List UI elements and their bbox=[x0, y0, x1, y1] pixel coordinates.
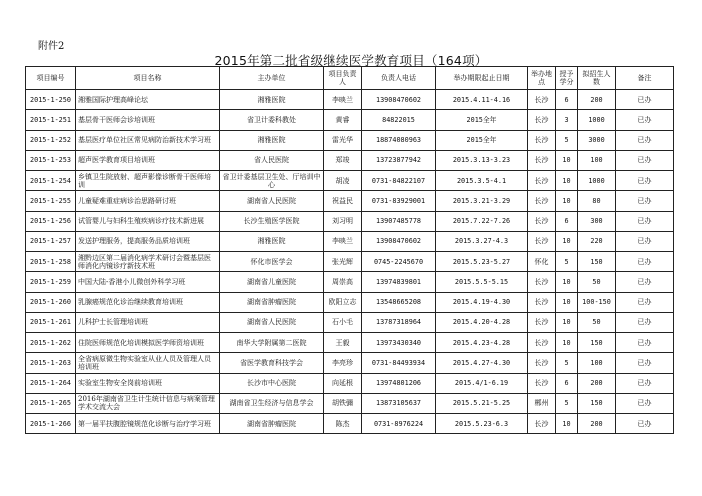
header-project-name: 项目名称 bbox=[76, 67, 220, 90]
cell-remarks: 已办 bbox=[616, 353, 674, 373]
cell-location: 怀化 bbox=[528, 252, 556, 272]
cell-date-range: 2015.4.27-4.30 bbox=[436, 353, 528, 373]
cell-location: 长沙 bbox=[528, 312, 556, 332]
cell-date-range: 2015.5.5-5.15 bbox=[436, 272, 528, 292]
cell-credits: 10 bbox=[556, 414, 578, 434]
document-title: 2015年第二批省级继续医学教育项目（164项） bbox=[214, 53, 488, 68]
table-row bbox=[26, 373, 674, 393]
cell-project-name: 儿童疑难重症病诊治思路研讨班 bbox=[76, 191, 220, 211]
cell-organizer: 湖南省人民医院 bbox=[220, 312, 324, 332]
cell-organizer: 湖南省儿童医院 bbox=[220, 272, 324, 292]
cell-date-range: 2015.3.5-4.1 bbox=[436, 171, 528, 191]
cell-project-name: 超声医学教育项目培训班 bbox=[76, 150, 220, 170]
cell-project-code: 2015-1-260 bbox=[26, 292, 76, 312]
cell-credits: 10 bbox=[556, 292, 578, 312]
cell-phone: 84822015 bbox=[362, 110, 436, 130]
cell-remarks: 已办 bbox=[616, 393, 674, 413]
cell-project-name: 乳腺癌规范化诊治继续教育培训班 bbox=[76, 292, 220, 312]
cell-credits: 10 bbox=[556, 272, 578, 292]
cell-date-range: 2015.7.22-7.26 bbox=[436, 211, 528, 231]
cell-person-in-charge: 黄睿 bbox=[324, 110, 362, 130]
header-remarks: 备注 bbox=[616, 67, 674, 90]
cell-project-code: 2015-1-265 bbox=[26, 393, 76, 413]
cell-enrollment: 200 bbox=[578, 90, 616, 110]
cell-credits: 10 bbox=[556, 312, 578, 332]
cell-remarks: 已办 bbox=[616, 333, 674, 353]
cell-person-in-charge: 欧阳立志 bbox=[324, 292, 362, 312]
cell-phone: 0745-2245670 bbox=[362, 252, 436, 272]
cell-enrollment: 200 bbox=[578, 373, 616, 393]
cell-person-in-charge: 陈杰 bbox=[324, 414, 362, 434]
cell-phone: 13974801206 bbox=[362, 373, 436, 393]
cell-phone: 18874080963 bbox=[362, 130, 436, 150]
cell-credits: 3 bbox=[556, 110, 578, 130]
cell-organizer: 长沙市中心医院 bbox=[220, 373, 324, 393]
cell-remarks: 已办 bbox=[616, 414, 674, 434]
cell-project-name: 湘黔边区第二届消化病学术研讨会暨基层医师消化内镜诊疗新技术班 bbox=[76, 252, 220, 272]
cell-location: 长沙 bbox=[528, 90, 556, 110]
cell-phone: 13873105637 bbox=[362, 393, 436, 413]
cell-credits: 10 bbox=[556, 191, 578, 211]
cell-location: 长沙 bbox=[528, 171, 556, 191]
cell-person-in-charge: 刘习明 bbox=[324, 211, 362, 231]
cell-phone: 13974839801 bbox=[362, 272, 436, 292]
cell-project-code: 2015-1-255 bbox=[26, 191, 76, 211]
cell-remarks: 已办 bbox=[616, 231, 674, 251]
cell-project-name: 全省病原微生物实验室从业人员及管理人员培训班 bbox=[76, 353, 220, 373]
cell-organizer: 省卫计委基层卫生处、厅培训中心 bbox=[220, 171, 324, 191]
cell-enrollment: 1000 bbox=[578, 110, 616, 130]
cell-phone: 13548665208 bbox=[362, 292, 436, 312]
cell-phone: 13973430340 bbox=[362, 333, 436, 353]
table-row bbox=[26, 90, 674, 110]
cell-phone: 13908470602 bbox=[362, 90, 436, 110]
cell-organizer: 长沙生殖医学医院 bbox=[220, 211, 324, 231]
cell-project-name: 湘雅国际护理高峰论坛 bbox=[76, 90, 220, 110]
header-enrollment: 拟招生人数 bbox=[578, 67, 616, 90]
cell-person-in-charge: 石小毛 bbox=[324, 312, 362, 332]
cell-remarks: 已办 bbox=[616, 373, 674, 393]
cell-phone: 0731-84822107 bbox=[362, 171, 436, 191]
cell-location: 长沙 bbox=[528, 110, 556, 130]
cell-credits: 10 bbox=[556, 231, 578, 251]
cell-date-range: 2015.5.23-6.3 bbox=[436, 414, 528, 434]
cell-person-in-charge: 李映兰 bbox=[324, 90, 362, 110]
cell-date-range: 2015.4.11-4.16 bbox=[436, 90, 528, 110]
cell-credits: 10 bbox=[556, 171, 578, 191]
table-body bbox=[26, 90, 674, 434]
cell-project-code: 2015-1-261 bbox=[26, 312, 76, 332]
cell-project-code: 2015-1-266 bbox=[26, 414, 76, 434]
cell-phone: 0731-84493934 bbox=[362, 353, 436, 373]
cell-enrollment: 150 bbox=[578, 252, 616, 272]
cell-date-range: 2015.4.23-4.28 bbox=[436, 333, 528, 353]
cell-enrollment: 200 bbox=[578, 414, 616, 434]
cell-project-name: 乡镇卫生院放射、超声影像诊断骨干医师培训 bbox=[76, 171, 220, 191]
cell-credits: 5 bbox=[556, 252, 578, 272]
cell-date-range: 2015.5.21-5.25 bbox=[436, 393, 528, 413]
header-project-code: 项目编号 bbox=[26, 67, 76, 90]
cell-phone: 0731-8976224 bbox=[362, 414, 436, 434]
cell-enrollment: 80 bbox=[578, 191, 616, 211]
cell-credits: 10 bbox=[556, 150, 578, 170]
table-row bbox=[26, 130, 674, 150]
cell-organizer: 湖南省人民医院 bbox=[220, 191, 324, 211]
cell-person-in-charge: 王毅 bbox=[324, 333, 362, 353]
cell-person-in-charge: 雷光华 bbox=[324, 130, 362, 150]
cell-location: 长沙 bbox=[528, 373, 556, 393]
cell-enrollment: 150 bbox=[578, 333, 616, 353]
cell-organizer: 南华大学附属第二医院 bbox=[220, 333, 324, 353]
cell-location: 长沙 bbox=[528, 333, 556, 353]
table-row bbox=[26, 292, 674, 312]
table-row bbox=[26, 231, 674, 251]
cell-credits: 5 bbox=[556, 393, 578, 413]
cell-location: 长沙 bbox=[528, 211, 556, 231]
cell-enrollment: 220 bbox=[578, 231, 616, 251]
cell-project-code: 2015-1-251 bbox=[26, 110, 76, 130]
table-row bbox=[26, 150, 674, 170]
cell-organizer: 湘雅医院 bbox=[220, 130, 324, 150]
cell-remarks: 已办 bbox=[616, 292, 674, 312]
cell-enrollment: 150 bbox=[578, 393, 616, 413]
cell-project-code: 2015-1-253 bbox=[26, 150, 76, 170]
cell-project-code: 2015-1-262 bbox=[26, 333, 76, 353]
cell-person-in-charge: 李映兰 bbox=[324, 231, 362, 251]
cell-person-in-charge: 李亮珍 bbox=[324, 353, 362, 373]
cell-organizer: 省卫计委科教处 bbox=[220, 110, 324, 130]
cell-project-name: 中国大陆-香港小儿微创外科学习班 bbox=[76, 272, 220, 292]
cell-project-code: 2015-1-258 bbox=[26, 252, 76, 272]
cell-location: 长沙 bbox=[528, 231, 556, 251]
cell-credits: 6 bbox=[556, 373, 578, 393]
table-row bbox=[26, 393, 674, 413]
cell-person-in-charge: 祝益民 bbox=[324, 191, 362, 211]
cell-phone: 13907485778 bbox=[362, 211, 436, 231]
cell-date-range: 2015.4.20-4.28 bbox=[436, 312, 528, 332]
cell-person-in-charge: 张光辉 bbox=[324, 252, 362, 272]
cell-project-code: 2015-1-263 bbox=[26, 353, 76, 373]
cell-credits: 6 bbox=[556, 211, 578, 231]
cell-project-name: 基层骨干医师会诊培训班 bbox=[76, 110, 220, 130]
cell-organizer: 怀化市医学会 bbox=[220, 252, 324, 272]
cell-date-range: 2015.3.13-3.23 bbox=[436, 150, 528, 170]
cell-location: 长沙 bbox=[528, 130, 556, 150]
cell-credits: 5 bbox=[556, 353, 578, 373]
cell-organizer: 湖南省肿瘤医院 bbox=[220, 414, 324, 434]
cell-phone: 0731-83929001 bbox=[362, 191, 436, 211]
cell-date-range: 2015全年 bbox=[436, 130, 528, 150]
header-location: 举办地点 bbox=[528, 67, 556, 90]
cell-enrollment: 3000 bbox=[578, 130, 616, 150]
cell-remarks: 已办 bbox=[616, 312, 674, 332]
cell-project-code: 2015-1-254 bbox=[26, 171, 76, 191]
table-row bbox=[26, 171, 674, 191]
cell-organizer: 湖南省卫生经济与信息学会 bbox=[220, 393, 324, 413]
cell-organizer: 省人民医院 bbox=[220, 150, 324, 170]
cell-remarks: 已办 bbox=[616, 252, 674, 272]
cell-enrollment: 300 bbox=[578, 211, 616, 231]
table-row bbox=[26, 191, 674, 211]
cell-location: 长沙 bbox=[528, 191, 556, 211]
cell-project-name: 2016年湖南省卫生计生统计信息与病案管理学术交流大会 bbox=[76, 393, 220, 413]
cell-remarks: 已办 bbox=[616, 211, 674, 231]
cell-person-in-charge: 胡铁彌 bbox=[324, 393, 362, 413]
table-row bbox=[26, 252, 674, 272]
cell-remarks: 已办 bbox=[616, 90, 674, 110]
table-row bbox=[26, 333, 674, 353]
cell-remarks: 已办 bbox=[616, 130, 674, 150]
cell-phone: 13787318964 bbox=[362, 312, 436, 332]
cell-location: 长沙 bbox=[528, 353, 556, 373]
header-phone: 负责人电话 bbox=[362, 67, 436, 90]
cell-project-code: 2015-1-252 bbox=[26, 130, 76, 150]
table-row bbox=[26, 272, 674, 292]
header-date-range: 举办期限起止日期 bbox=[436, 67, 528, 90]
header-row bbox=[26, 67, 674, 90]
table-row bbox=[26, 353, 674, 373]
cell-remarks: 已办 bbox=[616, 150, 674, 170]
cell-project-code: 2015-1-250 bbox=[26, 90, 76, 110]
cell-project-name: 第一届平扶腹腔镜规范化诊断与治疗学习班 bbox=[76, 414, 220, 434]
cell-person-in-charge: 胡凌 bbox=[324, 171, 362, 191]
project-table bbox=[25, 66, 674, 434]
cell-project-code: 2015-1-256 bbox=[26, 211, 76, 231]
cell-location: 长沙 bbox=[528, 414, 556, 434]
cell-date-range: 2015.3.21-3.29 bbox=[436, 191, 528, 211]
cell-project-code: 2015-1-259 bbox=[26, 272, 76, 292]
cell-enrollment: 50 bbox=[578, 312, 616, 332]
cell-remarks: 已办 bbox=[616, 272, 674, 292]
cell-project-name: 住院医师规范化培训模拟医学师资培训班 bbox=[76, 333, 220, 353]
cell-enrollment: 100 bbox=[578, 353, 616, 373]
cell-remarks: 已办 bbox=[616, 171, 674, 191]
cell-remarks: 已办 bbox=[616, 191, 674, 211]
cell-project-name: 试管婴儿与妇科生殖疾病诊疗技术新进展 bbox=[76, 211, 220, 231]
cell-date-range: 2015.4/1-6.19 bbox=[436, 373, 528, 393]
cell-enrollment: 50 bbox=[578, 272, 616, 292]
cell-organizer: 湘雅医院 bbox=[220, 90, 324, 110]
cell-date-range: 2015.5.23-5.27 bbox=[436, 252, 528, 272]
cell-person-in-charge: 周崇高 bbox=[324, 272, 362, 292]
cell-credits: 5 bbox=[556, 130, 578, 150]
cell-location: 长沙 bbox=[528, 150, 556, 170]
cell-location: 长沙 bbox=[528, 272, 556, 292]
cell-person-in-charge: 向延根 bbox=[324, 373, 362, 393]
cell-project-code: 2015-1-264 bbox=[26, 373, 76, 393]
cell-credits: 10 bbox=[556, 333, 578, 353]
cell-project-code: 2015-1-257 bbox=[26, 231, 76, 251]
cell-location: 长沙 bbox=[528, 292, 556, 312]
table-row bbox=[26, 110, 674, 130]
cell-phone: 13723877942 bbox=[362, 150, 436, 170]
cell-organizer: 湖南省肿瘤医院 bbox=[220, 292, 324, 312]
cell-location: 郴州 bbox=[528, 393, 556, 413]
table-row bbox=[26, 414, 674, 434]
cell-date-range: 2015.4.19-4.30 bbox=[436, 292, 528, 312]
cell-enrollment: 100-150 bbox=[578, 292, 616, 312]
cell-project-name: 实验室生物安全岗前培训班 bbox=[76, 373, 220, 393]
header-person-in-charge: 项目负责人 bbox=[324, 67, 362, 90]
cell-person-in-charge: 郑竣 bbox=[324, 150, 362, 170]
cell-date-range: 2015.3.27-4.3 bbox=[436, 231, 528, 251]
header-organizer: 主办单位 bbox=[220, 67, 324, 90]
attachment-label: 附件2 bbox=[38, 41, 65, 52]
cell-project-name: 儿科护士长管理培训班 bbox=[76, 312, 220, 332]
header-credits: 授予学分 bbox=[556, 67, 578, 90]
cell-organizer: 省医学教育科技学会 bbox=[220, 353, 324, 373]
cell-date-range: 2015全年 bbox=[436, 110, 528, 130]
table-row bbox=[26, 211, 674, 231]
cell-organizer: 湘雅医院 bbox=[220, 231, 324, 251]
cell-remarks: 已办 bbox=[616, 110, 674, 130]
cell-credits: 6 bbox=[556, 90, 578, 110]
cell-phone: 13908470602 bbox=[362, 231, 436, 251]
cell-enrollment: 100 bbox=[578, 150, 616, 170]
cell-project-name: 基层医疗单位社区常见病防治新技术学习班 bbox=[76, 130, 220, 150]
cell-project-name: 发送护理服务，提高服务品质培训班 bbox=[76, 231, 220, 251]
cell-enrollment: 1000 bbox=[578, 171, 616, 191]
table-row bbox=[26, 312, 674, 332]
